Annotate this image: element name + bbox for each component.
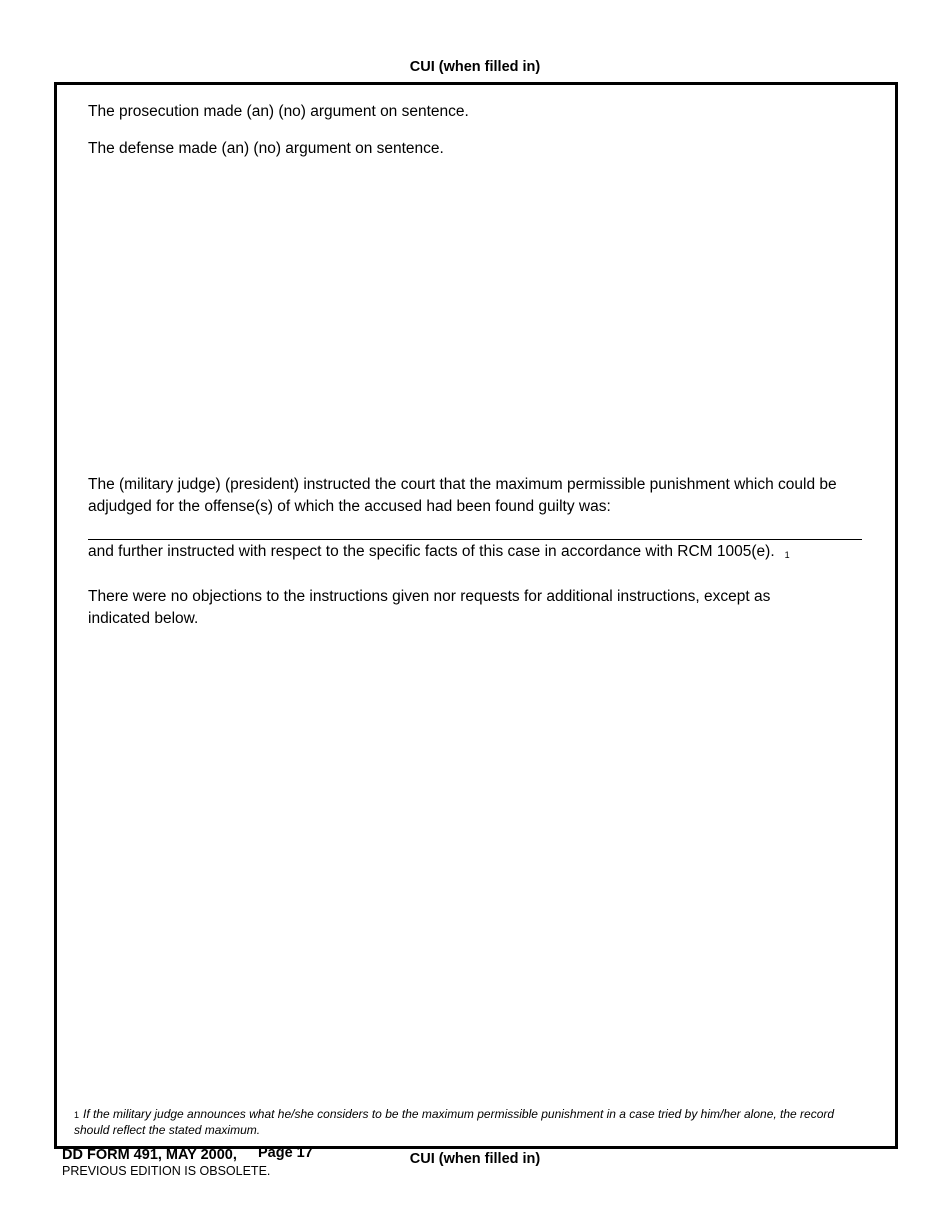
footnote-reference: 1 — [784, 550, 790, 560]
page-number: Page 17 — [258, 1145, 313, 1161]
cui-footer: CUI (when filled in) — [409, 1151, 541, 1167]
prosecution-argument-text: The prosecution made (an) (no) argument on sentence. — [88, 103, 469, 120]
max-punishment-fill-line — [88, 539, 862, 540]
footnote-text: If the military judge announces what he/she considers to be the maximum permissible punishment in a case tried by him/her alone, the record should reflect the stated maximum. — [74, 1107, 835, 1137]
cui-header: CUI (when filled in) — [409, 59, 541, 75]
footnote-marker: 1 — [74, 1110, 80, 1120]
footnote — [74, 1107, 854, 1138]
objections-text: There were no objections to the instructions given nor requests for additional instructions, except as indicated below. — [88, 588, 771, 627]
further-instruction-text: and further instructed with respect to the specific facts of this case in accordance with RCM 1005(e). — [88, 543, 775, 560]
further-instruction-line — [88, 541, 790, 564]
form-identifier: DD FORM 491, MAY 2000, — [62, 1147, 237, 1163]
max-punishment-instruction-text: The (military judge) (president) instructed the court that the maximum permissible punishment which could be adjudged for the offense(s) of which the accused had been found guilty was: — [88, 476, 837, 515]
edition-note: PREVIOUS EDITION IS OBSOLETE. — [62, 1164, 271, 1178]
defense-argument-text: The defense made (an) (no) argument on sentence. — [88, 140, 444, 157]
